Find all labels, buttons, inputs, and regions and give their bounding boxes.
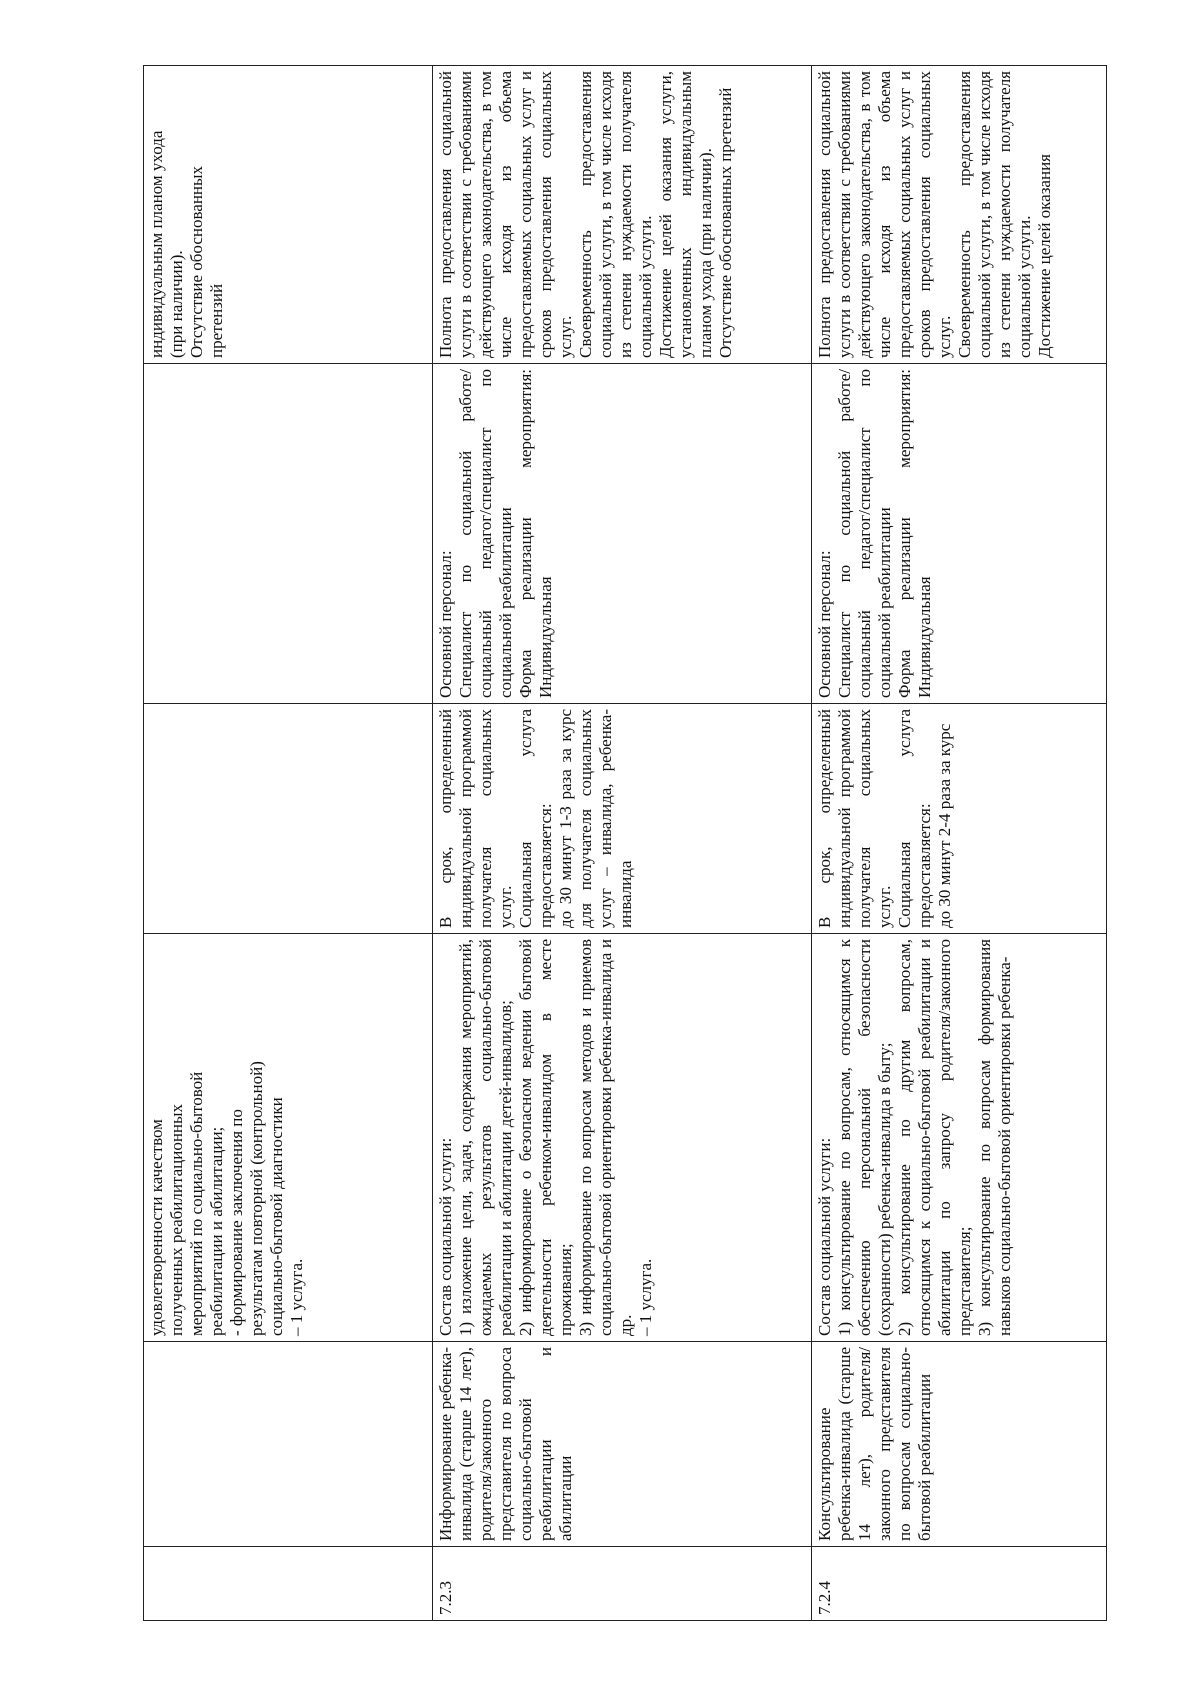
text-line: 2) консультирование по другим вопросам, относящимся к социально-бытовой реабилитации и абилитации по запросу родителя/законного представителя;: [895, 939, 974, 1336]
text-line: претензий: [207, 283, 226, 358]
table-row: [144, 66, 433, 1621]
text-line: Основной персонал:: [815, 550, 834, 698]
text-line: 3) информирование по вопросам методов и приемов социально-бытовой ориентировки ребенка-инвалида и др.: [576, 939, 635, 1336]
cell-num: 7.2.4: [812, 1547, 1107, 1621]
text-line: Форма реализации мероприятия: Индивидуальная: [895, 369, 934, 698]
text-line: Основной персонал:: [436, 550, 455, 698]
text-line: 1) изложение цели, задач, содержания мероприятий, ожидаемых результатов социально-бытовой реабилитации и абилитации детей-инвалидов;: [456, 939, 515, 1336]
rotated-table-block: [143, 66, 1085, 1621]
text-line: - формирование заключения по: [227, 1109, 246, 1336]
table-body: [144, 66, 1107, 1621]
cell-quality: [433, 66, 812, 364]
text-line: мероприятий по социально-бытовой: [187, 1071, 206, 1336]
text-line: Социальная услуга предоставляется:: [895, 709, 934, 928]
text-line: Специалист по социальной работе/социальный педагог/специалист по социальной реабилитации: [456, 369, 515, 698]
table-row: [812, 66, 1107, 1621]
text-line: 3) консультирование по вопросам формирования навыков социально-бытовой ориентировки ребенка-: [975, 939, 1014, 1336]
text-line: – 1 услуга.: [636, 1258, 655, 1336]
text-line: до 30 минут 1-3 раза за курс для получателя социальных услуг – инвалида, ребенка-инвалида: [556, 709, 635, 928]
cell-quality: [812, 66, 1107, 364]
cell-name: Информирование ребенка-инвалида (старше 14 лет), родителя/законного представителя по вопроса социально-бытовой реабилитации и абилитации: [433, 1342, 812, 1547]
text-line: удовлетворенности качеством: [147, 1119, 166, 1336]
text-line: результатам повторной (контрольной): [247, 1061, 266, 1336]
text-line: Социальная услуга предоставляется:: [516, 709, 555, 928]
cell-term: [144, 704, 433, 934]
cell-description: [812, 934, 1107, 1342]
cell-term: [433, 704, 812, 934]
cell-num: [144, 1547, 433, 1621]
text-line: Состав социальной услуги:: [815, 1137, 834, 1336]
text-line: Состав социальной услуги:: [436, 1137, 455, 1336]
text-line: полученных реабилитационных: [167, 1104, 186, 1336]
cell-name: [144, 1342, 433, 1547]
text-line: Форма реализации мероприятия: Индивидуальная: [516, 369, 555, 698]
text-line: реабилитации и абилитации;: [207, 1126, 226, 1336]
table-row: [433, 66, 812, 1621]
text-line: Специалист по социальной работе/социальный педагог/специалист по социальной реабилитации: [835, 369, 894, 698]
text-line: до 30 минут 2-4 раза за курс: [935, 723, 954, 928]
text-line: 2) информирование о безопасном ведении бытовой деятельности ребенком-инвалидом в месте проживания;: [516, 939, 575, 1336]
cell-staff: [812, 364, 1107, 704]
text-line: Отсутствие обоснованных: [187, 166, 206, 358]
cell-quality: [144, 66, 433, 364]
text-line: Своевременность предоставления социальной услуги, в том числе исходя из степени нуждаемости получателя социальной услуги.: [955, 71, 1034, 358]
cell-term: [812, 704, 1107, 934]
text-line: Отсутствие обоснованных претензий: [716, 87, 735, 358]
cell-description: [433, 934, 812, 1342]
text-line: (при наличии).: [167, 250, 186, 358]
text-line: Достижение целей оказания: [1035, 154, 1054, 358]
text-line: Полнота предоставления социальной услуги в соответствии с требованиями действующего законодательства, в том числе исходя из объема предоставляемых социальных услуг и сроков предоставления социальных услуг.: [815, 71, 954, 358]
text-line: Своевременность предоставления социальной услуги, в том числе исходя из степени нуждаемости получателя социальной услуги.: [576, 71, 655, 358]
text-line: – 1 услуга.: [287, 1258, 306, 1336]
text-line: В срок, определенный индивидуальной программой получателя социальных услуг.: [815, 709, 894, 928]
cell-name: Консультирование ребенка-инвалида (старше 14 лет), родителя/законного представителя по вопросам социально-бытовой реабилитации: [812, 1342, 1107, 1547]
cell-staff: [144, 364, 433, 704]
cell-description: [144, 934, 433, 1342]
text-line: 1) консультирование по вопросам, относящимся к обеспечению персональной безопасности (сохранности) ребенка-инвалида в быту;: [835, 939, 894, 1336]
text-line: Достижение целей оказания услуги, установленных индивидуальным планом ухода (при наличии).: [656, 71, 715, 358]
text-line: В срок, определенный индивидуальной программой получателя социальных услуг.: [436, 709, 515, 928]
text-line: Полнота предоставления социальной услуги в соответствии с требованиями действующего законодательства, в том числе исходя из объема предоставляемых социальных услуг и сроков предоставления социальных услуг.: [436, 71, 575, 358]
text-line: социально-бытовой диагностики: [267, 1097, 286, 1336]
cell-staff: [433, 364, 812, 704]
services-table: [143, 65, 1107, 1621]
text-line: индивидуальным планом ухода: [147, 130, 166, 358]
cell-num: 7.2.3: [433, 1547, 812, 1621]
